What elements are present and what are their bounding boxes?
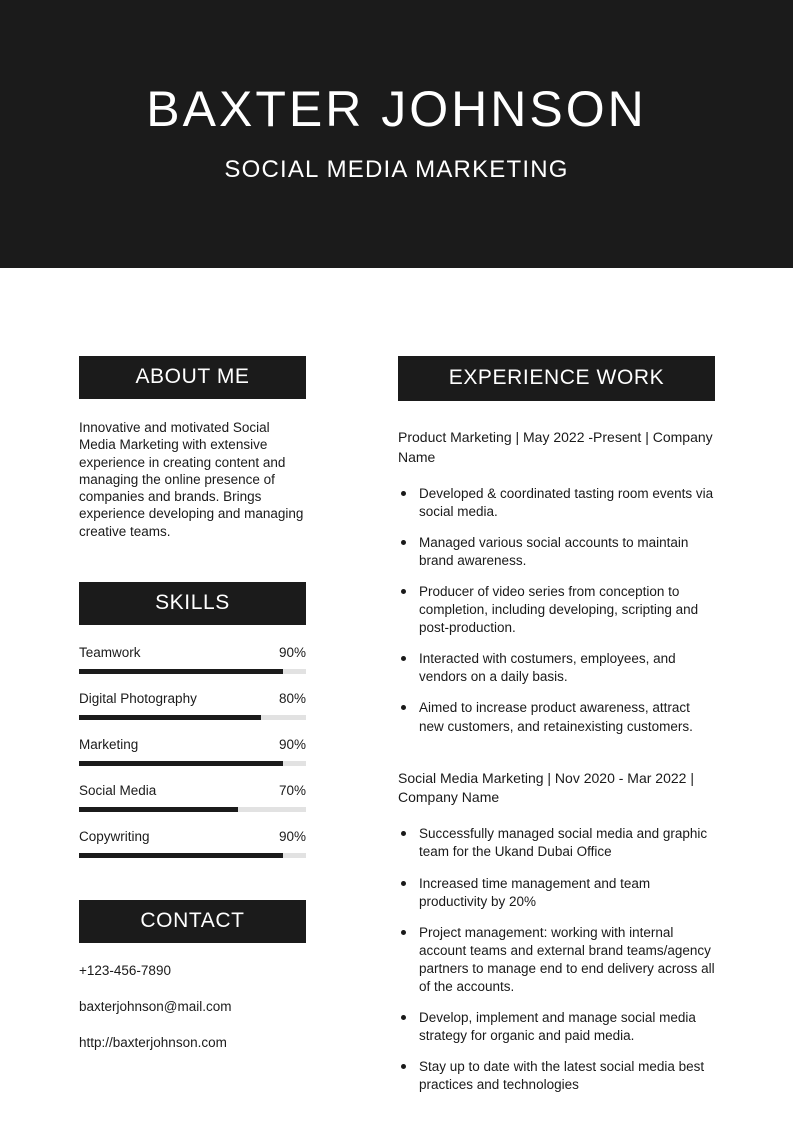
experience-item: [398, 769, 715, 1095]
list-item: Stay up to date with the latest social media best practices and technologies: [398, 1058, 715, 1094]
contact-list: [79, 963, 306, 1050]
skill-value: 90%: [278, 828, 306, 844]
skill-item: [79, 737, 306, 766]
page-title: BAXTER JOHNSON: [146, 81, 647, 137]
skill-label: Teamwork: [79, 644, 141, 660]
list-item: Successfully managed social media and graphic team for the Ukand Dubai Office: [398, 825, 715, 861]
skill-progress-track: [79, 807, 306, 812]
contact-phone[interactable]: +123-456-7890: [79, 962, 171, 978]
skill-progress-fill: [79, 807, 238, 812]
job-bullets: [398, 825, 715, 1094]
skill-progress-track: [79, 669, 306, 674]
section-title-experience: EXPERIENCE WORK: [398, 356, 715, 401]
skills-list: [79, 645, 306, 858]
list-item: Increased time management and team productivity by 20%: [398, 875, 715, 911]
section-title-contact: CONTACT: [79, 900, 306, 943]
job-heading: Product Marketing | May 2022 -Present | Company Name: [398, 429, 713, 465]
skill-label: Social Media: [79, 782, 157, 798]
skill-progress-fill: [79, 853, 283, 858]
list-item: Develop, implement and manage social media strategy for organic and paid media.: [398, 1009, 715, 1045]
skill-item: [79, 691, 306, 720]
list-item: Developed & coordinated tasting room events via social media.: [398, 485, 715, 521]
list-item: Project management: working with internal account teams and external brand teams/agency partners to manage end to end delivery across all of the accounts.: [398, 924, 715, 996]
skill-value: 70%: [278, 782, 306, 798]
skill-label: Copywriting: [79, 828, 150, 844]
skill-progress-track: [79, 715, 306, 720]
resume-body: [0, 268, 793, 1116]
about-text: Innovative and motivated Social Media Marketing with extensive experience in creating content and managing the online presence of companies and brands. Brings experience developing and managing creative teams.: [79, 420, 304, 539]
list-item: Aimed to increase product awareness, attract new customers, and retainexisting customers.: [398, 699, 715, 735]
section-title-skills: SKILLS: [79, 582, 306, 625]
list-item: Managed various social accounts to maintain brand awareness.: [398, 534, 715, 570]
header-subtitle: SOCIAL MEDIA MARKETING: [224, 156, 569, 183]
skill-progress-fill: [79, 761, 283, 766]
job-heading: Social Media Marketing | Nov 2020 - Mar 2022 | Company Name: [398, 769, 694, 806]
left-column: [79, 356, 306, 1116]
skill-value: 90%: [278, 736, 306, 752]
skill-progress-track: [79, 853, 306, 858]
skill-label: Digital Photography: [79, 690, 197, 706]
list-item: Producer of video series from conception to completion, including developing, scripting and post-production.: [398, 583, 715, 637]
skill-item: [79, 829, 306, 858]
resume-header: [0, 0, 793, 268]
skill-item: [79, 645, 306, 674]
skill-progress-track: [79, 761, 306, 766]
section-divider: [398, 758, 715, 769]
right-column: [398, 356, 715, 1116]
experience-item: [398, 428, 715, 736]
contact-website[interactable]: http://baxterjohnson.com: [79, 1034, 227, 1050]
list-item: Interacted with costumers, employees, and vendors on a daily basis.: [398, 650, 715, 686]
skill-item: [79, 783, 306, 812]
skill-value: 80%: [278, 690, 306, 706]
contact-email[interactable]: baxterjohnson@mail.com: [79, 998, 232, 1014]
skill-progress-fill: [79, 715, 261, 720]
skill-progress-fill: [79, 669, 283, 674]
section-title-about: ABOUT ME: [79, 356, 306, 399]
skill-label: Marketing: [79, 736, 139, 752]
skill-value: 90%: [278, 644, 306, 660]
job-bullets: [398, 485, 715, 736]
